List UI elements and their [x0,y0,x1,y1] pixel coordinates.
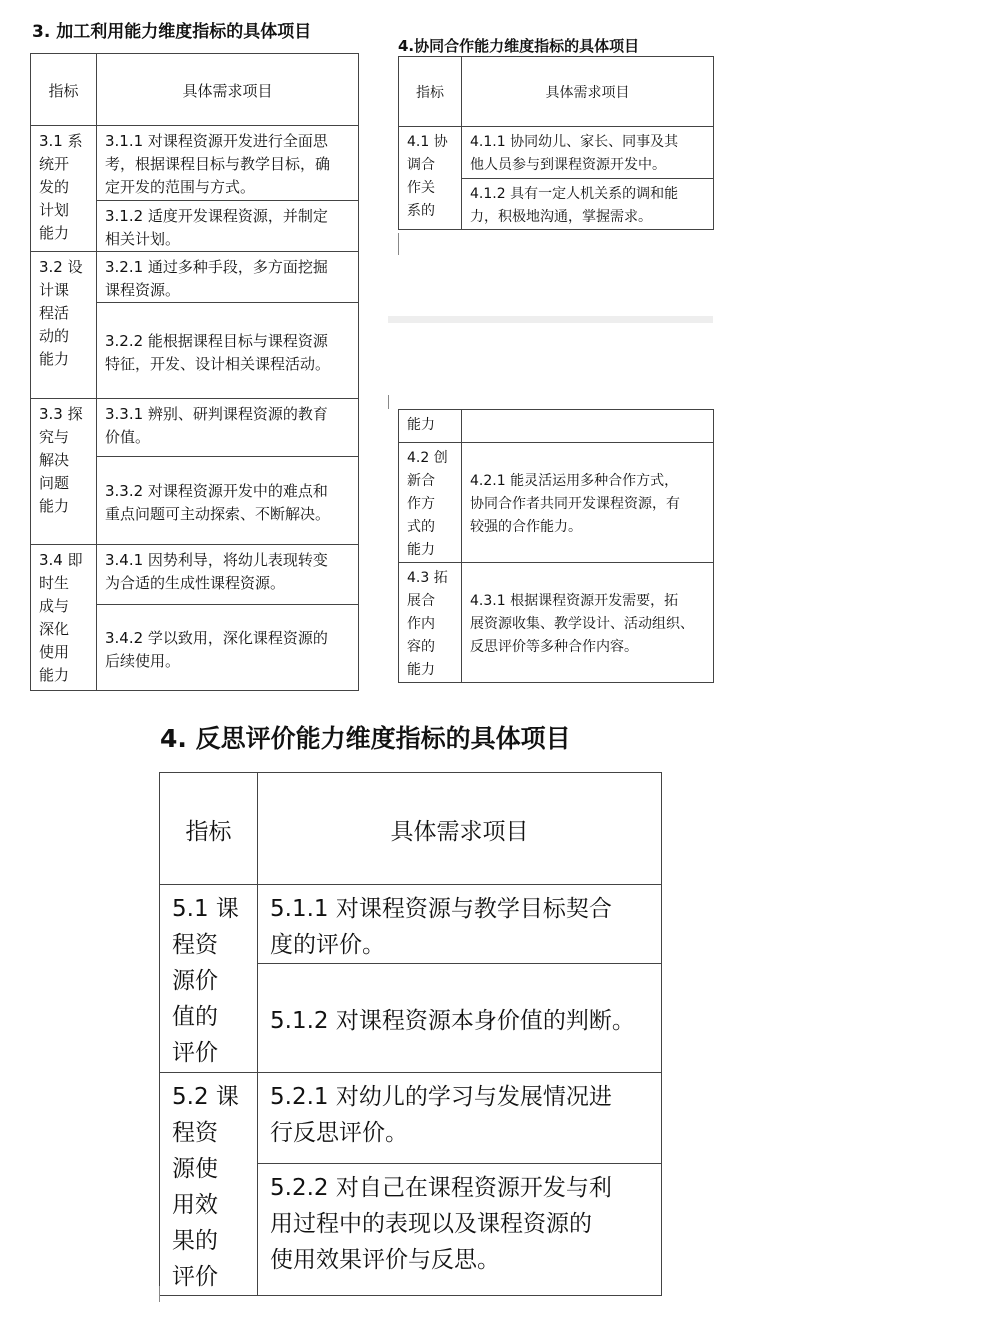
table-header-row [31,54,359,126]
table-row [399,443,714,563]
table-header-row [160,773,662,885]
item-cell: 5.2.2 对自己在课程资源开发与利 用过程中的表现以及课程资源的 使用效果评价与反思。 [270,1174,612,1273]
table-row [31,252,359,303]
indicator-cell: 3.2 设 计课 程活 动的 能力 [39,258,83,368]
item-cell: 4.1.2 具有一定人机关系的调和能 力，积极地沟通，掌握需求。 [470,186,679,225]
indicator-cell: 3.1 系 统开 发的 计划 能力 [39,132,83,242]
section3-table [30,53,359,691]
page-gap-divider [388,316,713,323]
table-row [399,410,714,443]
table-row [31,126,359,201]
item-cell: 3.1.2 适度开发课程资源，并制定 相关计划。 [105,207,328,248]
indicator-cell-continued: 能力 [407,417,435,433]
page-break-mark [398,233,399,255]
item-cell: 4.2.1 能灵活运用多种合作方式， 协同合作者共同开发课程资源，有 较强的合作能力。 [470,473,680,535]
header-items: 具体需求项目 [97,54,359,126]
item-cell: 3.1.1 对课程资源开发进行全面思 考，根据课程目标与教学目标，确 定开发的范围与方式。 [105,132,331,196]
indicator-cell: 3.3 探 究与 解决 问题 能力 [39,405,83,515]
item-cell: 3.2.1 通过多种手段，多方面挖掘 课程资源。 [105,258,328,299]
indicator-cell: 4.3 拓 展合 作内 容的 能力 [407,570,448,678]
section4-table-part2 [398,409,714,683]
indicator-cell: 4.1 协 调合 作关 系的 [407,134,448,219]
page-break-mark [388,395,389,409]
table-row [31,399,359,457]
table-row [399,563,714,683]
indicator-cell: 4.2 创 新合 作方 式的 能力 [407,450,448,558]
table-row [160,1073,662,1164]
indicator-cell: 5.1 课 程资 源价 值的 评价 [172,896,239,1066]
section5-table [159,772,662,1296]
header-indicator: 指标 [160,773,258,885]
table-row [160,885,662,964]
page-break-mark [159,1286,160,1302]
table-row [31,545,359,605]
section5-title: 4. 反思评价能力维度指标的具体项目 [160,724,571,753]
item-cell: 3.4.1 因势利导，将幼儿表现转变 为合适的生成性课程资源。 [105,551,328,592]
header-items: 具体需求项目 [462,57,714,127]
header-indicator: 指标 [31,54,97,126]
indicator-cell: 3.4 即 时生 成与 深化 使用 能力 [39,551,83,684]
item-cell: 4.1.1 协同幼儿、家长、同事及其 他人员参与到课程资源开发中。 [470,134,679,173]
section4-table-part1 [398,56,714,230]
item-cell: 5.1.1 对课程资源与教学目标契合 度的评价。 [270,896,612,958]
header-indicator: 指标 [399,57,462,127]
item-cell: 3.2.2 能根据课程目标与课程资源 特征，开发、设计相关课程活动。 [105,331,331,373]
item-cell: 5.1.2 对课程资源本身价值的判断。 [270,1008,635,1034]
item-cell: 3.4.2 学以致用，深化课程资源的 后续使用。 [105,628,328,670]
section4-title: 4.协同合作能力维度指标的具体项目 [398,37,640,55]
item-cell: 3.3.1 辨别、研判课程资源的教育 价值。 [105,405,328,446]
indicator-cell: 5.2 课 程资 源使 用效 果的 评价 [172,1084,239,1290]
item-cell: 4.3.1 根据课程资源开发需要，拓 展资源收集、教学设计、活动组织、 反思评价等多种合作内容。 [470,593,694,655]
item-cell: 3.3.2 对课程资源开发中的难点和 重点问题可主动探索、不断解决。 [105,481,331,523]
table-row [399,127,714,179]
section3-title: 3. 加工利用能力维度指标的具体项目 [32,22,312,42]
header-items: 具体需求项目 [258,773,662,885]
item-cell: 5.2.1 对幼儿的学习与发展情况进 行反思评价。 [270,1084,612,1146]
table-header-row [399,57,714,127]
